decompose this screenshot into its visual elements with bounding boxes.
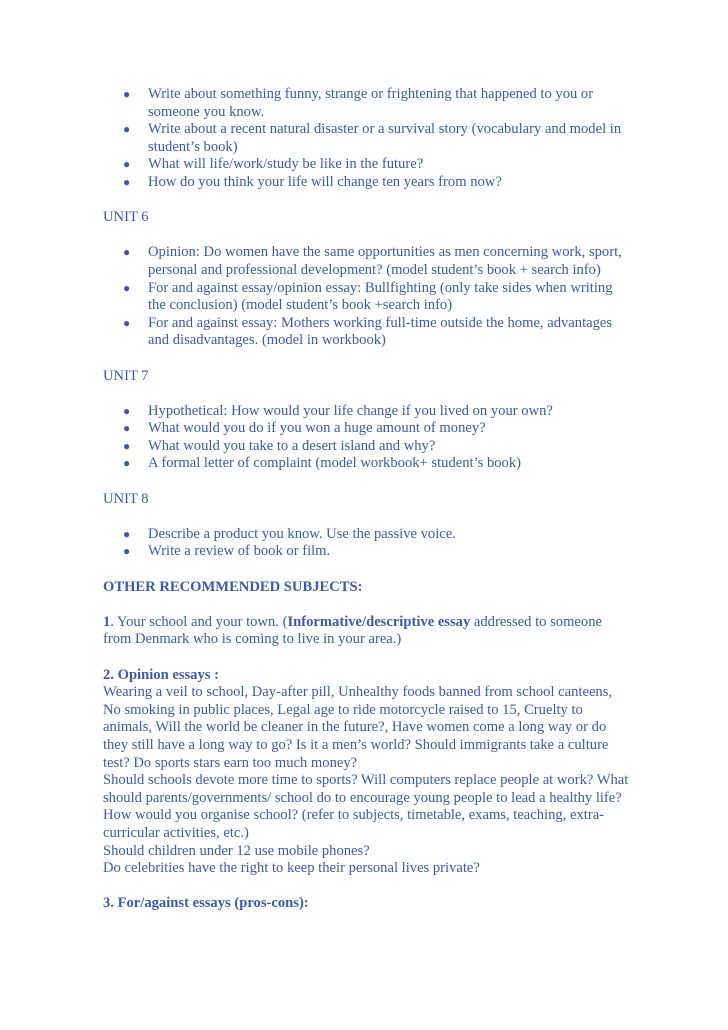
subject-2-line: Do celebrities have the right to keep their personal lives private? <box>103 860 480 877</box>
subject-2-line: Should children under 12 use mobile phones? <box>103 842 370 859</box>
list-item: ● What will life/work/study be like in the future? <box>123 156 424 173</box>
list-item: ● Write about a recent natural disaster or a survival story (vocabulary and model in student’s book) <box>123 121 622 155</box>
bullet-icon: ● <box>123 438 131 453</box>
unit5-list <box>103 86 633 192</box>
subject-2-heading: 2. Opinion essays : <box>103 666 219 683</box>
document-content <box>103 86 633 913</box>
unit7-heading: UNIT 7 <box>103 367 149 384</box>
bullet-icon: ● <box>123 280 131 295</box>
unit8-heading: UNIT 8 <box>103 490 149 507</box>
bullet-icon: ● <box>123 174 131 189</box>
unit6-heading: UNIT 6 <box>103 209 149 226</box>
list-item: ● For and against essay/opinion essay: Bullfighting (only take sides when writing the conclusion) (model student’s book +search info) <box>123 279 613 314</box>
bullet-icon: ● <box>123 245 131 260</box>
bullet-icon: ● <box>123 403 131 418</box>
bullet-icon: ● <box>123 157 131 172</box>
subject-2-line: Wearing a veil to school, Day-after pill, Unhealthy foods banned from school canteens, No smoking in public places, Legal age to ride motorcycle raised to 15, Cruelty to animals, Will the world be cleaner in the future?, Have women come a long way or do they still have a long way to go? Is it a men’s world? Should immigrants take a culture test? Do sports stars earn too much money? <box>103 684 613 771</box>
unit7-list <box>103 403 633 473</box>
unit8-list <box>103 526 633 561</box>
unit6-list <box>103 244 633 350</box>
list-item: ● Describe a product you know. Use the passive voice. <box>123 525 456 542</box>
other-subjects-heading: OTHER RECOMMENDED SUBJECTS: <box>103 578 363 595</box>
list-item: ● For and against essay: Mothers working full-time outside the home, advantages and disadvantages. (model in workbook) <box>123 314 613 349</box>
subject-1-paragraph: 1. Your school and your town. (Informative/descriptive essay addressed to someone from Denmark who is coming to live in your area.) <box>103 613 602 648</box>
list-item: ● Opinion: Do women have the same opportunities as men concerning work, sport, personal and professional development? (model student’s book + search info) <box>123 244 622 278</box>
list-item: ● What would you do if you won a huge amount of money? <box>123 420 486 437</box>
subject-1-number: 1 <box>103 613 111 630</box>
bullet-icon: ● <box>123 421 131 436</box>
list-item: ● Hypothetical: How would your life change if you lived on your own? <box>123 402 553 419</box>
subject-3-heading: 3. For/against essays (pros-cons): <box>103 895 309 912</box>
subject-1-essay-type: Informative/descriptive essay <box>287 613 471 630</box>
bullet-icon: ● <box>123 315 131 330</box>
subject-2-line: Should schools devote more time to sports? Will computers replace people at work? What should parents/governments/ school do to encourage young people to lead a healthy life? How would you organise school? (refer to subjects, timetable, exams, teaching, extra-curricular activities, etc.) <box>103 772 629 841</box>
list-item: ● How do you think your life will change ten years from now? <box>123 173 502 190</box>
list-item: ● A formal letter of complaint (model workbook+ student’s book) <box>123 455 522 472</box>
bullet-icon: ● <box>123 526 131 541</box>
bullet-icon: ● <box>123 456 131 471</box>
list-item: ● What would you take to a desert island and why? <box>123 437 436 454</box>
bullet-icon: ● <box>123 87 131 101</box>
bullet-icon: ● <box>123 544 131 559</box>
list-item: ● Write a review of book or film. <box>123 543 331 560</box>
bullet-icon: ● <box>123 122 131 137</box>
list-item: ● Write about something funny, strange or frightening that happened to you or someone you know. <box>123 86 594 120</box>
